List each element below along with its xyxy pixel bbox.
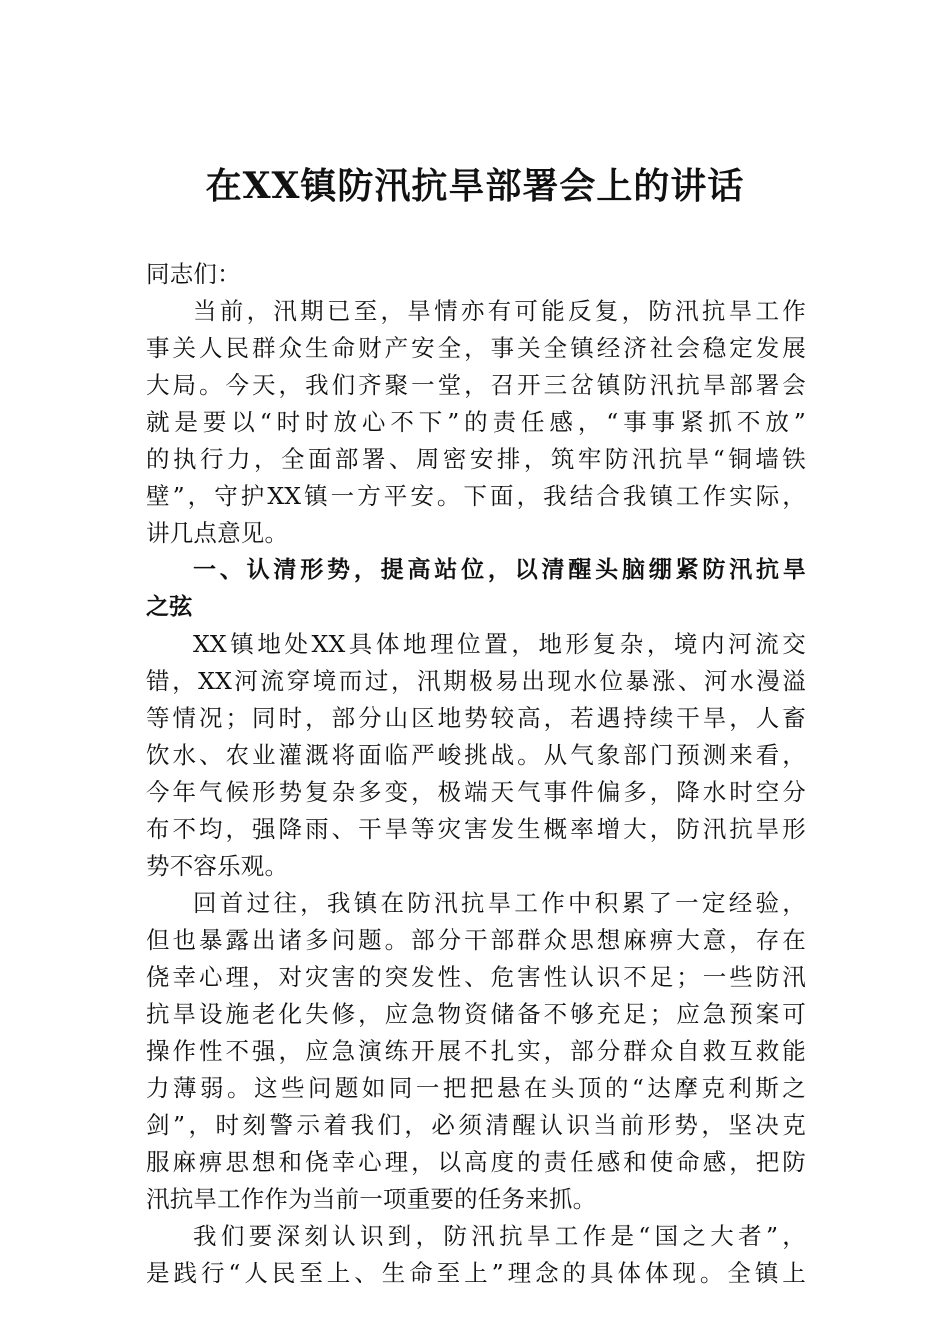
paragraph-line: 布不均，强降雨、干旱等灾害发生概率增大，防汛抗旱形 [146,815,806,843]
paragraph-line: 今年气候形势复杂多变，极端天气事件偏多，降水时空分 [146,778,806,806]
paragraph-line: 大局。今天，我们齐聚一堂，召开三岔镇防汛抗旱部署会 [146,371,806,399]
section-heading-line: 之弦 [146,594,193,620]
document-title: 在XX镇防汛抗旱部署会上的讲话 [205,165,745,207]
paragraph-line: 是践行“人民至上、生命至上”理念的具体体现。全镇上 [146,1259,806,1287]
paragraph-line: 侥幸心理，对灾害的突发性、危害性认识不足；一些防汛 [146,963,806,991]
paragraph-line: 的执行力，全面部署、周密安排，筑牢防汛抗旱“铜墙铁 [146,445,806,473]
paragraph-line: 势不容乐观。 [146,852,289,880]
paragraph-line: 回首过往，我镇在防汛抗旱工作中积累了一定经验， [193,889,806,917]
paragraph-line: 就是要以“时时放心不下”的责任感，“事事紧抓不放” [146,408,806,436]
paragraph-line: 错，XX河流穿境而过，汛期极易出现水位暴涨、河水漫溢 [146,667,806,695]
paragraph-line: 讲几点意见。 [146,519,289,547]
document-body [146,256,806,1292]
paragraph-line: 事关人民群众生命财产安全，事关全镇经济社会稳定发展 [146,334,806,362]
paragraph-line: 同志们： [146,260,241,288]
paragraph-line: 等情况；同时，部分山区地势较高，若遇持续干旱，人畜 [146,704,806,732]
paragraph-line: 剑”，时刻警示着我们，必须清醒认识当前形势，坚决克 [146,1111,806,1139]
paragraph-line: 我们要深刻认识到，防汛抗旱工作是“国之大者”， [193,1222,806,1250]
section-heading-line: 一、认清形势，提高站位，以清醒头脑绷紧防汛抗旱 [193,557,806,583]
paragraph-line: XX镇地处XX具体地理位置，地形复杂，境内河流交 [193,630,806,658]
paragraph-line: 服麻痹思想和侥幸心理，以高度的责任感和使命感，把防 [146,1148,806,1176]
paragraph-line: 抗旱设施老化失修，应急物资储备不够充足；应急预案可 [146,1000,806,1028]
paragraph-line: 饮水、农业灌溉将面临严峻挑战。从气象部门预测来看， [146,741,806,769]
paragraph-line: 但也暴露出诸多问题。部分干部群众思想麻痹大意，存在 [146,926,806,954]
paragraph-line: 壁”，守护XX镇一方平安。下面，我结合我镇工作实际， [146,482,806,510]
paragraph-line: 操作性不强，应急演练开展不扎实，部分群众自救互救能 [146,1037,806,1065]
paragraph-line: 当前，汛期已至，旱情亦有可能反复，防汛抗旱工作 [193,297,806,325]
paragraph-line: 力薄弱。这些问题如同一把把悬在头顶的“达摩克利斯之 [146,1074,806,1102]
paragraph-line: 汛抗旱工作作为当前一项重要的任务来抓。 [146,1185,597,1213]
